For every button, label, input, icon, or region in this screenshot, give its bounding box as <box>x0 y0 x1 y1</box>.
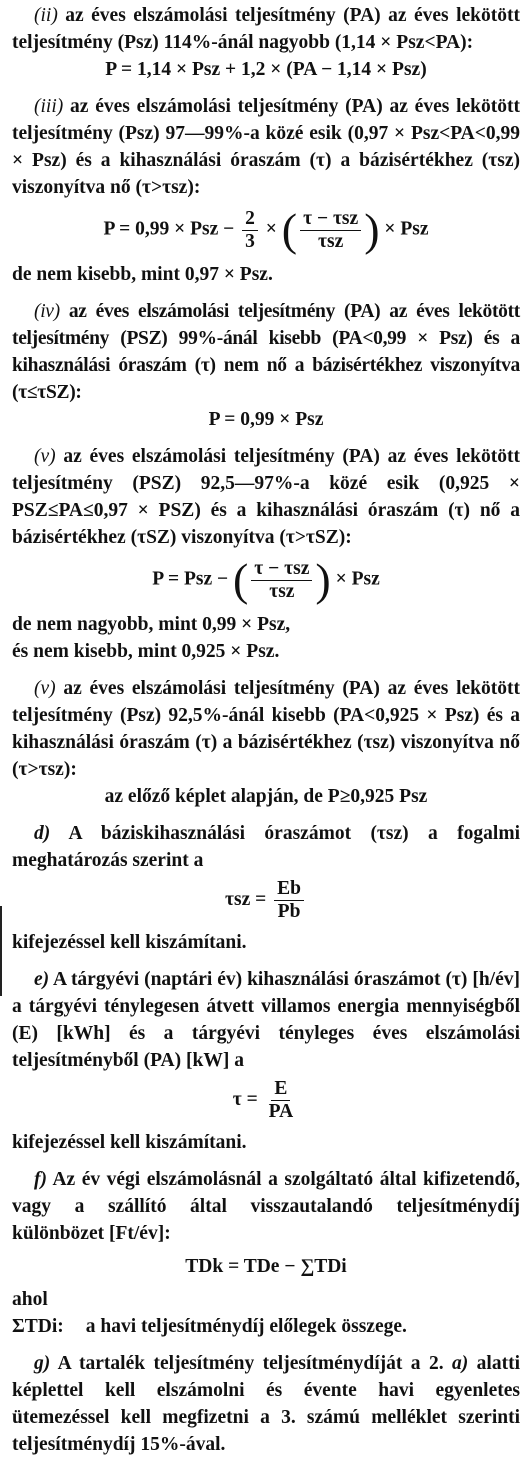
condition-text: kifejezéssel kell kiszámítani. <box>12 1132 247 1153</box>
reference-label: a) <box>452 1353 469 1374</box>
margin-bar <box>0 906 2 996</box>
right-paren: ) <box>315 554 331 605</box>
formula-v1: P = Psz − ( $\frac{\text{τ − τsz}}{\text{τsz}}$ ) × Psz <box>152 554 380 605</box>
paragraph-text: A tárgyévi (naptári év) kihasználási óraszámot (τ) [h/év] a tárgyévi ténylegesen átvett villamos energia mennyiségből (E) [kWh] és a tárgyévi tényleges éves elszámolási teljesítményből (PA) [kW] a <box>12 969 520 1071</box>
left-paren: ( <box>232 554 249 605</box>
formula-f: TDk = TDe − ∑TDi <box>185 1256 347 1277</box>
item-label: f) <box>34 1169 47 1190</box>
paragraph-ii <box>12 2 520 56</box>
condition-text: és nem kisebb, mint 0,925 × Psz. <box>12 641 280 662</box>
item-label: (v) <box>34 446 56 467</box>
definition-term: ΣTDi: <box>12 1316 64 1337</box>
item-label: (v) <box>34 678 56 699</box>
item-label: d) <box>34 823 51 844</box>
paragraph-d <box>12 820 520 874</box>
item-label: (iv) <box>34 301 60 322</box>
formula-v2: az előző képlet alapján, de P≥0,925 Psz <box>104 786 428 807</box>
fraction: $\frac{E}{PA}$ <box>268 1078 294 1122</box>
paragraph-g <box>12 1350 520 1458</box>
paragraph-text: Az év végi elszámolásnál a szolgáltató által kifizetendő, vagy a szállító által visszautalandó teljesítménydíj különbözet [Ft/év]: <box>12 1169 520 1244</box>
formula-d: τsz = $\frac{Eb}{Pb}$ <box>12 878 520 923</box>
paragraph-iv <box>12 298 520 406</box>
paragraph-v1 <box>12 443 520 551</box>
paragraph-text: az éves elszámolási teljesítmény (PA) az éves lekötött teljesítmény (PSZ) 92,5—97%-a közé esik (0,925 × PSZ≤PA≤0,97 × PSZ) és a kihasználási óraszám (τ) nő a bázisértékhez (τSZ) viszonyítva (τ>τSZ): <box>12 446 520 548</box>
formula-e: τ = $\frac{E}{PA}$ <box>12 1078 520 1123</box>
paragraph-text: A báziskihasználási óraszámot (τsz) a fogalmi meghatározás szerint a <box>12 823 520 871</box>
fraction: $\frac{\text{τ − τsz}}{\text{τsz}}$ <box>251 558 312 603</box>
right-paren: ) <box>364 204 380 255</box>
paragraph-iii <box>12 93 520 201</box>
paragraph-text: alatti képlettel kell elszámolni és évente havi egyenletes ütemezéssel kell megfizetni a 3. számú melléklet szerinti teljesítménydíj 15%-ával. <box>12 1353 520 1455</box>
item-label: (ii) <box>34 5 58 26</box>
definition-row <box>12 1313 520 1340</box>
condition-text: kifejezéssel kell kiszámítani. <box>12 932 247 953</box>
item-label: e) <box>34 969 50 990</box>
formula-iv: P = 0,99 × Psz <box>208 409 324 430</box>
paragraph-text: az éves elszámolási teljesítmény (PA) az éves lekötött teljesítmény (Psz) 114%-ánál nagyobb (1,14 × Psz<PA): <box>12 5 520 53</box>
condition-text: de nem nagyobb, mint 0,99 × Psz, <box>12 614 291 635</box>
condition-text: de nem kisebb, mint 0,97 × Psz. <box>12 264 273 285</box>
fraction: $\frac{\text{τ − τsz}}{\text{τsz}}$ <box>300 208 361 253</box>
definition-text: a havi teljesítménydíj előlegek összege. <box>85 1316 407 1337</box>
document-page <box>12 2 520 1458</box>
formula-ii: P = 1,14 × Psz + 1,2 × (PA − 1,14 × Psz) <box>105 59 427 80</box>
fraction: $\frac{Eb}{Pb}$ <box>274 878 304 923</box>
item-label: g) <box>34 1353 51 1374</box>
paragraph-e <box>12 966 520 1074</box>
where-label: ahol <box>12 1289 48 1310</box>
fraction: $\frac{2}{3}$ <box>242 208 258 253</box>
paragraph-text: az éves elszámolási teljesítmény (PA) az éves lekötött teljesítmény (Psz) 97—99%-a közé esik (0,97 × Psz<PA<0,99 × Psz) és a kihasználási óraszám (τ) a bázisértékhez (τsz) viszonyítva nő (τ>τsz): <box>12 96 520 198</box>
paragraph-text: A tartalék teljesítmény teljesítménydíját a 2. <box>50 1353 452 1374</box>
item-label: (iii) <box>34 96 64 117</box>
left-paren: ( <box>281 204 298 255</box>
paragraph-v2 <box>12 675 520 783</box>
formula-iii: P = 0,99 × Psz − $\frac{2}{3}$ × ( $\frac{\text{τ − τsz}}{\text{τsz}}$ ) × Psz <box>103 204 429 255</box>
paragraph-text: az éves elszámolási teljesítmény (PA) az éves lekötött teljesítmény (PSZ) 99%-ánál kisebb (PA<0,99 × Psz) és a kihasználási óraszám (τ) nem nő a bázisértékhez viszonyítva (τ≤τSZ): <box>12 301 520 403</box>
paragraph-f <box>12 1166 520 1247</box>
paragraph-text: az éves elszámolási teljesítmény (PA) az éves lekötött teljesítmény (Psz) 92,5%-ánál kisebb (PA<0,925 × Psz) és a kihasználási óraszám (τ) a bázisértékhez (τsz) viszonyítva nő (τ>τsz): <box>12 678 520 780</box>
